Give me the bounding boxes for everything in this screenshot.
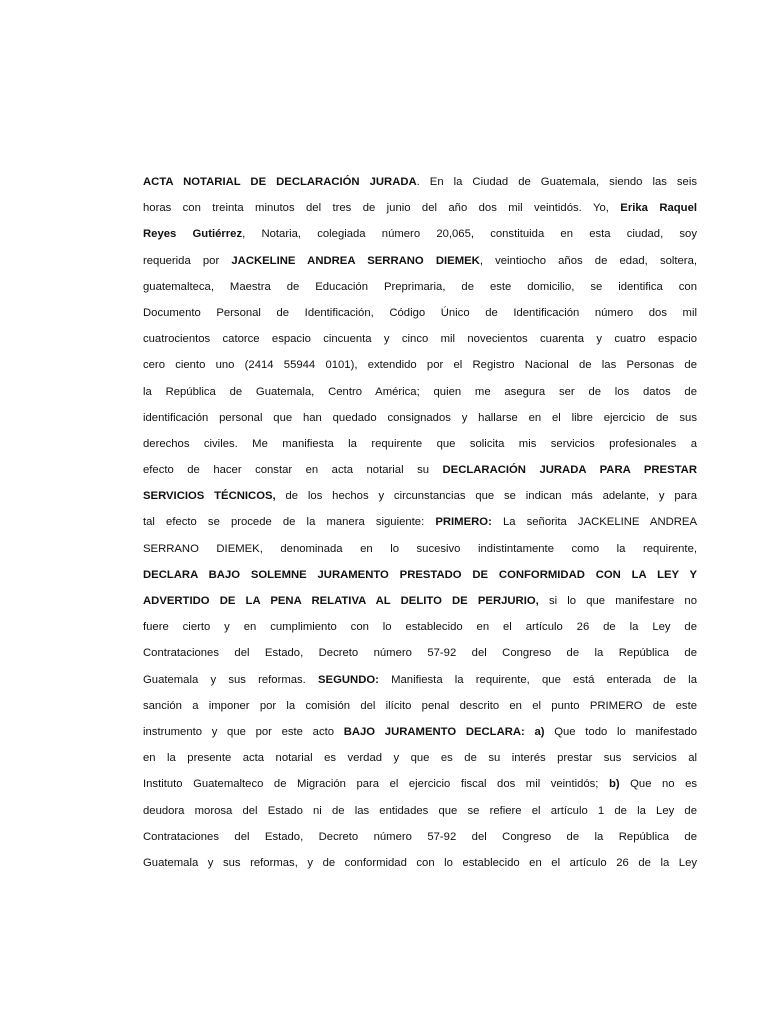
document-line bbox=[143, 195, 697, 221]
text-segment: . En la Ciudad de Guatemala, siendo las seis bbox=[416, 176, 697, 188]
text-segment: efecto de hacer constar en acta notarial su bbox=[143, 464, 443, 477]
document-line bbox=[143, 509, 697, 535]
bold-text-segment: Erika Raquel bbox=[620, 202, 697, 215]
document-line bbox=[143, 693, 697, 719]
document-line bbox=[143, 326, 697, 352]
bold-text-segment: SERVICIOS TÉCNICOS, bbox=[143, 490, 276, 503]
bold-text-segment: PRIMERO: bbox=[435, 516, 492, 529]
bold-text-segment: Reyes Gutiérrez bbox=[143, 228, 243, 241]
document-line bbox=[143, 248, 697, 274]
bold-text-segment: ADVERTIDO DE LA PENA RELATIVA AL DELITO DE PERJURIO, bbox=[143, 595, 539, 607]
bold-text-segment: DECLARACIÓN JURADA PARA PRESTAR bbox=[442, 464, 697, 477]
text-segment: la República de Guatemala, Centro América; quien me asegura ser de los datos de bbox=[143, 385, 697, 398]
text-segment: horas con treinta minutos del tres de junio del año dos mil veintidós. Yo, bbox=[143, 202, 621, 215]
text-segment: cuatrocientos catorce espacio cincuenta y cinco mil novecientos cuarenta y cuatro espacio bbox=[143, 333, 697, 346]
document-line bbox=[143, 457, 697, 483]
document-line bbox=[143, 379, 697, 405]
document-line bbox=[143, 798, 697, 824]
text-segment: guatemalteca, Maestra de Educación Preprimaria, de este domicilio, se identifica con bbox=[143, 280, 697, 293]
text-segment: Que no es bbox=[619, 778, 697, 791]
bold-text-segment: ACTA NOTARIAL DE DECLARACIÓN JURADA bbox=[143, 176, 417, 188]
text-segment: tal efecto se procede de la manera siguiente: bbox=[143, 516, 436, 529]
text-segment: Manifiesta la requirente, que está enterada de la bbox=[378, 673, 697, 686]
text-segment: en la presente acta notarial es verdad y que es de su interés prestar sus servicios al bbox=[143, 752, 697, 765]
text-segment: Guatemala y sus reformas, y de conformidad con lo establecido en el artículo 26 de la Ley bbox=[143, 856, 697, 869]
bold-text-segment: SEGUNDO: bbox=[318, 673, 379, 686]
text-segment: , Notaria, colegiada número 20,065, constituida en esta ciudad, soy bbox=[242, 228, 697, 241]
text-segment: SERRANO DIEMEK, denominada en lo sucesivo indistintamente como la requirente, bbox=[143, 542, 697, 555]
document-line bbox=[143, 771, 697, 797]
text-segment: derechos civiles. Me manifiesta la requirente que solicita mis servicios profesionales a bbox=[143, 437, 697, 450]
text-segment: deudora morosa del Estado ni de las entidades que se refiere el artículo 1 de la Ley de bbox=[143, 804, 697, 817]
text-segment: La señorita JACKELINE ANDREA bbox=[491, 516, 698, 529]
document-line bbox=[143, 562, 697, 588]
document-line bbox=[143, 536, 697, 562]
document-line bbox=[143, 640, 697, 666]
text-segment: Contrataciones del Estado, Decreto número 57-92 del Congreso de la República de bbox=[143, 830, 697, 843]
document-line bbox=[143, 405, 697, 431]
text-segment: fuere cierto y en cumplimiento con lo establecido en el artículo 26 de la Ley de bbox=[143, 621, 697, 634]
document-line bbox=[143, 431, 697, 457]
document-line bbox=[143, 614, 697, 640]
text-segment: sanción a imponer por la comisión del ilícito penal descrito en el punto PRIMERO de este bbox=[143, 699, 697, 712]
text-segment: Instituto Guatemalteco de Migración para el ejercicio fiscal dos mil veintidós; bbox=[143, 778, 609, 791]
document-line bbox=[143, 745, 697, 771]
document-line bbox=[143, 719, 697, 745]
text-segment: instrumento y que por este acto bbox=[143, 725, 344, 738]
document-body-text bbox=[143, 169, 697, 876]
text-segment: Que todo lo manifestado bbox=[544, 725, 697, 738]
bold-text-segment: BAJO JURAMENTO DECLARA: a) bbox=[343, 725, 545, 738]
document-line bbox=[143, 274, 697, 300]
document-line bbox=[143, 850, 697, 876]
document-line bbox=[143, 588, 697, 614]
document-line bbox=[143, 221, 697, 247]
text-segment: requerida por bbox=[143, 254, 232, 267]
document-line bbox=[143, 169, 697, 195]
document-line bbox=[143, 483, 697, 509]
text-segment: cero ciento uno (2414 55944 0101), extendido por el Registro Nacional de las Personas de bbox=[143, 359, 697, 372]
document-line bbox=[143, 824, 697, 850]
text-segment: identificación personal que han quedado consignados y hallarse en el libre ejercicio de sus bbox=[143, 411, 697, 424]
text-segment: si lo que manifestare no bbox=[538, 595, 697, 607]
document-line bbox=[143, 352, 697, 378]
bold-text-segment: DECLARA BAJO SOLEMNE JURAMENTO PRESTADO DE CONFORMIDAD CON LA LEY Y bbox=[143, 568, 697, 581]
text-segment: Documento Personal de Identificación, Código Único de Identificación número dos mil bbox=[143, 306, 697, 319]
text-segment: Guatemala y sus reformas. bbox=[143, 673, 319, 686]
document-line bbox=[143, 300, 697, 326]
bold-text-segment: b) bbox=[608, 778, 620, 791]
text-segment: de los hechos y circunstancias que se indican más adelante, y para bbox=[275, 490, 697, 503]
document-line bbox=[143, 667, 697, 693]
text-segment: , veintiocho años de edad, soltera, bbox=[479, 254, 697, 267]
text-segment: Contrataciones del Estado, Decreto número 57-92 del Congreso de la República de bbox=[143, 647, 697, 660]
bold-text-segment: JACKELINE ANDREA SERRANO DIEMEK bbox=[231, 254, 480, 267]
